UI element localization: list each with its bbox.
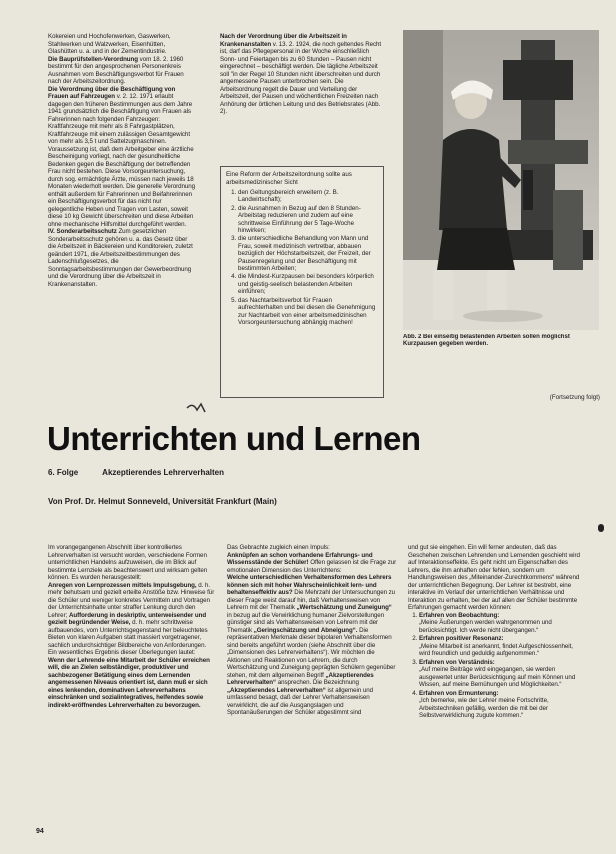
text-run: v. 13. 2. 1924, die noch geltendes Recht ist, darf das Pflegepersonal in der Woche einschließlich Sonn- und Feiertagen bis zu 60 Stunden – Pausen nicht eingerechnet – beschäftigt werden. Die tägliche Arbeitszeit soll "in der Regel 10 Stunden nicht überschreiten und durch angemessene Pausen unterbrochen sein. Die Arbeitsordnung regelt die Dauer und Verteilung der Arbeitszeit, der Pausen und wöchentlichen Freizeiten nach Anhörung der örtlichen Leitung und des Betriebsrates (Abb. 2). <box>220 40 382 115</box>
experience-list <box>408 612 584 720</box>
text-run: Die Bauprüfstellen-Verordnung <box>48 55 140 63</box>
text-run: Die Mehrzahl der Untersuchungen zu dieser Frage weist darauf hin, daß Verhaltensweisen von Lehrern mit der Thematik <box>227 589 396 611</box>
author-byline: Von Prof. Dr. Helmut Sonneveld, Universität Frankfurt (Main) <box>48 497 277 506</box>
text-run: ist allgemein und umfassend besagt, daß der Lehrer Verhaltensweisen verwirklicht, die auf die Ausgangslagen und Spontanäußerungen der Schüler abgestimmt sind <box>227 686 374 716</box>
text-run: Wenn der Lehrende eine Mitarbeit der Schüler erreichen will, die an Zielen selbständiger, produktiver und sachbezogener Betätigung eines dem Lernenden angemessenen Niveaus orientiert ist, dann muß er sich eines lenkenden, dominativen Lehrerverhaltens einschränken und sozialintegratives, helfendes sowie indirekt-eröffnendes Lehrerverhalten zu bevorzugen. <box>48 656 210 709</box>
text-run: Nach der Verordnung über die Arbeitszeit in Krankenanstalten <box>220 33 347 48</box>
upper-column-1 <box>48 33 196 413</box>
experience-item <box>419 690 584 720</box>
experience-text: „Auf meine Beiträge wird eingegangen, sie werden ausgewertet unter Berücksichtigung auf mein Können und Wissen, auf meine Bemühungen und Möglichkeiten.“ <box>419 666 576 688</box>
experience-text: „Ich bemerke, wie der Lehrer meine Fortschritte, Arbeitstechniken gefällig, werden die mit bei der Selbstverwirklichung zugute kommen.“ <box>419 697 549 719</box>
reform-list-item: 5. das Nachtarbeitsverbot für Frauen aufrechterhalten und bei diesen die Genehmigung zur Nachtarbeit von einer arbeitsmedizinischen Vorsorgeuntersuchung abhängig machen! <box>238 297 378 327</box>
text-run: Anregen von Lernprozessen mittels Impulsgebung, <box>48 581 199 589</box>
lower-column-1 <box>48 544 215 806</box>
text-run: „Wertschätzung und Zuneigung“ <box>296 604 392 611</box>
upper-column-2 <box>220 33 384 148</box>
text-run: ansprechen. <box>277 679 313 686</box>
text-run: Die Verordnung über die Beschäftigung von Frauen auf Fahrzeugen <box>48 85 176 100</box>
text-run: Ein wesentliches Ergebnis dieser Überlegungen lautet: <box>48 649 196 656</box>
text-run: Zum gesetzlichen Sonderarbeitsschutz gehören u. a. das Gesetz über die Arbeitszeit in Bäckereien und Konditoreien, zuletzt geändert 1971, die Arbeitszeitbestimmungen des Ladenschlußgesetzes, die Sonntagsarbeitsbestimmungen der Gewerbeordnung und die Verordnung über die Arbeitszeit in Krankenanstalten. <box>48 228 193 288</box>
reform-list <box>226 189 378 326</box>
text-run: „Akzeptierendes Lehrerverhalten“ <box>227 671 374 686</box>
text-run: Aufforderung in deskriptiv, unterweisender und gezielt begründender Weise, <box>48 611 207 626</box>
page-number: 94 <box>36 828 44 835</box>
text-run: „Akzeptierendes Lehrerverhalten“ <box>227 686 328 694</box>
experience-text: „Meine Mitarbeit ist anerkannt, findet Aufgeschlossenheit, wird freundlich und geduldig aufgenommen.“ <box>419 642 573 657</box>
reform-list-item: 1. den Geltungsbereich erweitern (z. B. Landwirtschaft); <box>238 189 378 204</box>
text-run: Offen gelassen ist die Frage zur emotionalen Dimension des Unterrichtens: <box>227 559 397 574</box>
series-title: Akzeptierendes Lehrerverhalten <box>102 468 224 477</box>
text-run: Die Bezeichnung <box>312 679 359 686</box>
experience-item <box>419 635 584 658</box>
margin-dot-icon <box>598 524 604 532</box>
text-run: „Geringschätzung und Abneigung“. <box>253 626 360 634</box>
photo-illustration <box>403 30 599 330</box>
reform-box-intro: Eine Reform der Arbeitszeitordnung sollte aus arbeitsmedizinischer Sicht <box>226 171 352 186</box>
text-run: Im vorangegangenen Abschnitt über kontrolliertes Lehrerverhalten ist versucht worden, verschiedene Formen unterrichtlichen Handelns aufzuweisen, die im Blick auf bestimmte Lernziele als beachtenswert und wirksam gelten können. Es wurden herausgestellt: <box>48 544 208 581</box>
series-number: 6. Folge <box>48 468 79 477</box>
experience-item <box>419 659 584 689</box>
series-line <box>48 468 246 477</box>
reform-list-item: 3. die unterschiedliche Behandlung von Mann und Frau, soweit medizinisch vertretbar, abbauen bezüglich der Höchstarbeitszeit, der Freizeit, der Pausenregelung und der Beschäftigung mit bestimmten Arbeiten; <box>238 235 378 272</box>
experience-label: Erfahren von Verständnis: <box>419 658 495 666</box>
lower-column-2 <box>227 544 397 806</box>
text-run: Das Gebrachte zugleich einen Impuls: <box>227 544 330 551</box>
reform-list-item: 2. die Ausnahmen in Bezug auf den 8 Stunden-Arbeitstag reduzieren und zudem auf eine schrittweise Einführung der 5 Tage-Woche hinwirken; <box>238 205 378 235</box>
text-run: Die repräsentativen Merkmale dieser bipolaren Verhaltensformen sind bereits angeführt worden (siehe Abschnitt über die „Dimensionen des Lehrerverhaltens“). Wir möchten die Aktionen und Reaktionen von Lehrern, die durch Wertschätzung und Zuneigung geprägten Schülern gegenüber stehen, mit dem allgemeinen Begriff <box>227 626 396 679</box>
text-run: Kokereien und Hochofenwerken, Gaswerken, Stahlwerken und Walzwerken, Eisenhütten, Glashütten u. a. und in der Zementindustrie. <box>48 33 171 55</box>
text-run: vom 18. 2. 1960 bestimmt für den angesprochenen Personenkreis Ausnahmen vom Beschäftigungsverbot für Frauen nach der Arbeitszeitordnung. <box>48 55 184 85</box>
continued-note: (Fortsetzung folgt) <box>549 394 600 401</box>
column-3-intro: und gut sie eingehen. Ein will ferner andeuten, daß das Geschehen zwischen Lehrenden und Lernenden geschieht wird auf Interaktionseffekte. Es geht nicht um Eigenschaften des Lehrers, die ihm anhaften oder fehlen, sondern um Handlungsweisen des „Miteinander-Zurechtkommens“ während der unterrichtlichen Begegnung. Der Lehrer ist bestrebt, eine interaktive im Verlauf der unterrichtlichen Verhältnisse und Interaktion zu erhalten, bei der auf allen der Schüler bestimmte Erfahrungen gemacht werden können: <box>408 544 580 611</box>
experience-item <box>419 612 584 635</box>
experience-label: Erfahren von Beobachtung: <box>419 611 500 619</box>
reform-list-item: 4. die Mindest-Kurzpausen bei besonders körperlich und geistig-seelisch belastenden Arbeiten einführen; <box>238 273 378 295</box>
text-run: in bezug auf die Verwirklichung humaner Zielvorstellungen günstiger sind als Verhaltensweisen von Lehrern mit der Thematik <box>227 611 385 634</box>
experience-text: „Meine Äußerungen werden wahrgenommen und berücksichtigt. Ich werde nicht übergangen.“ <box>419 619 552 634</box>
text-run: v. 2. 12. 1971 erlaubt dagegen den früheren Bestimmungen aus dem Jahre 1941 grundsätzlich die Beschäftigung von Frauen als Fahrerinnen nach folgenden Fahrzeugen: Kraftfahrzeuge mit mehr als 8 Fahrgastplätzen, Kraftfahrzeuge mit einem zulässigen Gesamtgewicht von mehr als 3,5 t und Sattelzugmaschinen. Voraussetzung ist, daß dem Arbeitgeber eine ärztliche Bescheinigung vorliegt, nach der gesundheitliche Bedenken gegen die Beschäftigung der betreffenden Frau nicht bestehen. Diese Vorsorgeuntersuchung, durch sog. ermächtigte Ärzte, müssen nach jeweils 18 Monaten wiederholt werden. Die generelle Verordnung enthält außerdem für Fahrerinnen und Beifahrerinnen ein Beschäftigungsverbot für das nicht nur gelegentliche Heben und Tragen von Lasten, soweit diese 10 kg Gewicht überschreiten und diese Arbeiten ohne mechanische Hilfsmittel durchgeführt werden. <box>48 93 196 228</box>
experience-label: Erfahren positiver Resonanz: <box>419 635 504 642</box>
text-run: d. h. mehr schrittweise aufbauendes, vom Unterrichtsgegenstand her beleuchtetes Bieten von klaren Aufgaben statt massiert vorgetragener, sachlich undurchsichtiger Bildbereiche von Anforderungen. <box>48 619 208 649</box>
ink-mark-icon <box>185 398 215 418</box>
photo-caption: Abb. 2 Bei einseitig belastenden Arbeiten sollen möglichst Kurzpausen gegeben werden. <box>403 334 570 347</box>
photo-worker-at-machine <box>403 30 599 330</box>
reform-box <box>220 166 384 398</box>
lower-column-3 <box>408 544 584 806</box>
text-run: Welche unterschiedlichen Verhaltensformen des Lehrers können sich mit hoher Wahrscheinlichkeit lern- und behaltenseffektiv aus? <box>227 574 392 596</box>
experience-label: Erfahren von Ermunterung: <box>419 689 499 697</box>
article-title: Unterrichten und Lernen <box>47 420 421 457</box>
text-run: IV. Sonderarbeitsschutz <box>48 228 119 235</box>
text-run: Anknüpfen an schon vorhandene Erfahrungs- und Wissensstände der Schüler! <box>227 551 373 566</box>
text-run: d. h. mehr behutsam und gezielt erteilte Anstöße bzw. Hinweise für die Schüler und weniger konkretes Vermitteln und Vortragen der Unterrichtsinhalte unter straffer Lenkung durch den Lehrer; <box>48 581 215 619</box>
